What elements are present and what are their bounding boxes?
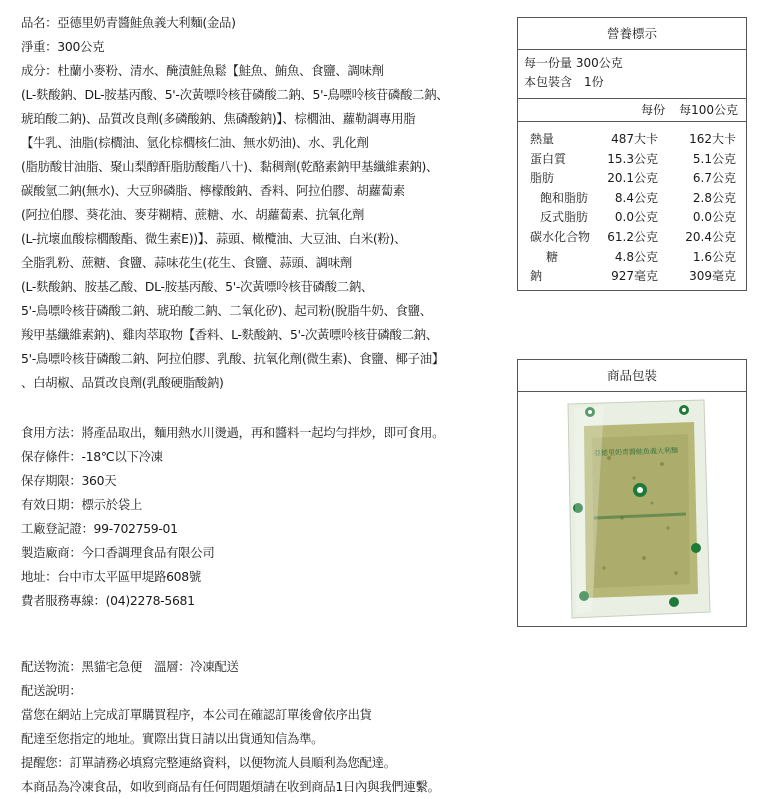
nutrient-per-100g: 5.1公克 bbox=[692, 151, 736, 166]
ingredients-line: 琥珀酸二鈉)、品質改良劑(多磷酸鈉、焦磷酸鈉)】、棕櫚油、蘿勒調專用脂 bbox=[21, 111, 416, 126]
ingredients-line: 、白胡椒、品質改良劑(乳酸硬脂酸鈉) bbox=[21, 375, 224, 390]
factory-registration: 工廠登記證：99-702759-01 bbox=[21, 521, 178, 536]
col-per-100g: 每100公克 bbox=[679, 103, 738, 117]
ingredients bbox=[21, 59, 511, 395]
serving-size: 每一份量 300公克 bbox=[524, 56, 623, 70]
nutrient-label: 熱量 bbox=[530, 132, 555, 146]
nutrient-per-serving: 61.2公克 bbox=[607, 229, 658, 244]
servings-per-package: 本包裝含 1份 bbox=[524, 75, 604, 89]
nutrition-row bbox=[518, 130, 746, 150]
nutrient-per-serving: 20.1公克 bbox=[607, 171, 658, 186]
ingredients-line: 5'-鳥嘌呤核苷磷酸二鈉、琥珀酸二鈉、二氧化矽)、起司粉(脫脂牛奶、食鹽、 bbox=[21, 303, 432, 318]
delivery-method: 配送物流：黑貓宅急便 溫層：冷凍配送 bbox=[21, 659, 239, 674]
ingredients-line: (L-麩酸鈉、胺基乙酸、DL-胺基丙酸、5'-次黃嘌呤核苷磷酸二鈉、 bbox=[21, 279, 374, 294]
nutrition-column-headers bbox=[518, 98, 746, 122]
nutrient-per-serving: 15.3公克 bbox=[607, 151, 658, 166]
service-line: 費者服務專線：(04)2278-5681 bbox=[21, 593, 195, 608]
nutrient-per-serving: 927毫克 bbox=[611, 269, 658, 284]
nutrient-per-100g: 1.6公克 bbox=[692, 249, 736, 264]
package-photo bbox=[564, 398, 712, 624]
delivery-note: 當您在網站上完成訂單購買程序，本公司在確認訂單後會依序出貨 bbox=[21, 707, 372, 722]
nutrient-per-serving: 4.8公克 bbox=[614, 249, 658, 264]
ingredients-line: (脂肪酸甘油脂、聚山梨醇酐脂肪酸酯八十)、黏稠劑(乾酪素鈉甲基纖維素鈉)、 bbox=[21, 159, 439, 174]
delivery-note: 配達至您指定的地址。實際出貨日請以出貨通知信為準。 bbox=[21, 731, 324, 746]
ingredients-line: 5'-鳥嘌呤核苷磷酸二鈉、阿拉伯膠、乳酸、抗氧化劑(微生素)、食鹽、椰子油】 bbox=[21, 351, 444, 366]
nutrient-label: 脂肪 bbox=[530, 171, 555, 186]
delivery-note-title: 配送說明： bbox=[21, 683, 82, 698]
nutrition-row bbox=[518, 150, 746, 170]
nutrient-per-100g: 0.0公克 bbox=[692, 210, 736, 225]
address: 地址：台中市太平區甲堤路608號 bbox=[21, 569, 201, 584]
expiry-date: 有效日期：標示於袋上 bbox=[21, 497, 142, 512]
nutrition-title: 營養標示 bbox=[518, 18, 746, 50]
package-panel bbox=[517, 359, 747, 627]
nutrition-row bbox=[518, 248, 746, 268]
nutrient-per-serving: 8.4公克 bbox=[614, 190, 658, 205]
nutrition-facts-table bbox=[517, 17, 747, 291]
package-title: 商品包裝 bbox=[518, 360, 746, 392]
nutrition-row bbox=[518, 208, 746, 228]
nutrient-label: 碳水化合物 bbox=[530, 229, 591, 244]
ingredients-line: 成分：杜蘭小麥粉、清水、醃漬鮭魚鬆【鮭魚、鮪魚、食鹽、調味劑 bbox=[21, 63, 384, 78]
nutrient-per-100g: 6.7公克 bbox=[692, 171, 736, 186]
nutrition-row bbox=[518, 228, 746, 248]
nutrient-label: 鈉 bbox=[530, 269, 543, 284]
ingredients-line: 碳酸氫二鈉(無水)、大豆卵磷脂、檸檬酸鈉、香料、阿拉伯膠、胡蘿蔔素 bbox=[21, 183, 405, 198]
nutrient-label: 飽和脂肪 bbox=[540, 190, 589, 205]
ingredients-line: 【牛乳、油脂(棕櫚油、氫化棕櫚核仁油、無水奶油)、水、乳化劑 bbox=[21, 135, 369, 150]
ingredients-line: (阿拉伯膠、葵花油、麥芽糊精、蔗糖、水、胡蘿蔔素、抗氧化劑 bbox=[21, 207, 365, 222]
delivery-note: 本商品為冷凍食品，如收到商品有任何問題煩請在收到商品1日內與我們連繫。 bbox=[21, 779, 440, 794]
package-image bbox=[564, 398, 712, 620]
usage-instructions: 食用方法：將產品取出，麵用熱水川燙過，再和醬料一起均勻拌炒，即可食用。 bbox=[21, 425, 445, 440]
nutrient-label: 反式脂肪 bbox=[540, 210, 589, 225]
manufacturer: 製造廠商：今口香調理食品有限公司 bbox=[21, 545, 215, 560]
nutrition-row bbox=[518, 189, 746, 209]
nutrient-per-100g: 2.8公克 bbox=[692, 190, 736, 205]
ingredients-line: 羧甲基纖維素鈉)、雞肉萃取物【香料、L-麩酸鈉、5'-次黃嘌呤核苷磷酸二鈉、 bbox=[21, 327, 438, 342]
nutrition-row bbox=[518, 169, 746, 189]
ingredients-line: 全脂乳粉、蔗糖、食鹽、蒜味花生(花生、食鹽、蒜頭、調味劑 bbox=[21, 255, 352, 270]
nutrient-label: 蛋白質 bbox=[530, 151, 567, 166]
shelf-life: 保存期限：360天 bbox=[21, 473, 117, 488]
delivery-note: 提醒您：訂單請務必填寫完整連絡資料，以便物流人員順利為您配達。 bbox=[21, 755, 396, 770]
nutrient-per-100g: 20.4公克 bbox=[685, 229, 736, 244]
nutrition-rows bbox=[518, 122, 746, 287]
nutrient-per-serving: 487大卡 bbox=[611, 132, 658, 146]
package-print-text: 亞德里奶青醬鮭魚義大利麵 bbox=[593, 446, 679, 458]
serving-info bbox=[518, 50, 746, 92]
nutrient-per-serving: 0.0公克 bbox=[614, 210, 658, 225]
nutrient-label: 糖 bbox=[546, 249, 559, 264]
nutrient-per-100g: 309毫克 bbox=[689, 269, 736, 284]
ingredients-line: (L-抗壞血酸棕櫚酸酯、微生素E))】、蒜頭、橄欖油、大豆油、白米(粉)、 bbox=[21, 231, 407, 246]
product-name: 品名：亞德里奶青醬鮭魚義大利麵(金品) bbox=[21, 15, 236, 30]
col-per-serving: 每份 bbox=[641, 103, 666, 117]
nutrition-row bbox=[518, 267, 746, 287]
product-info bbox=[21, 11, 511, 799]
ingredients-line: (L-麩酸鈉、DL-胺基丙酸、5'-次黃嘌呤核苷磷酸二鈉、5'-鳥嘌呤核苷磷酸二鈉、 bbox=[21, 87, 449, 102]
nutrient-per-100g: 162大卡 bbox=[689, 132, 736, 146]
storage-conditions: 保存條件：-18℃以下冷凍 bbox=[21, 449, 163, 464]
net-weight: 淨重：300公克 bbox=[21, 39, 105, 54]
